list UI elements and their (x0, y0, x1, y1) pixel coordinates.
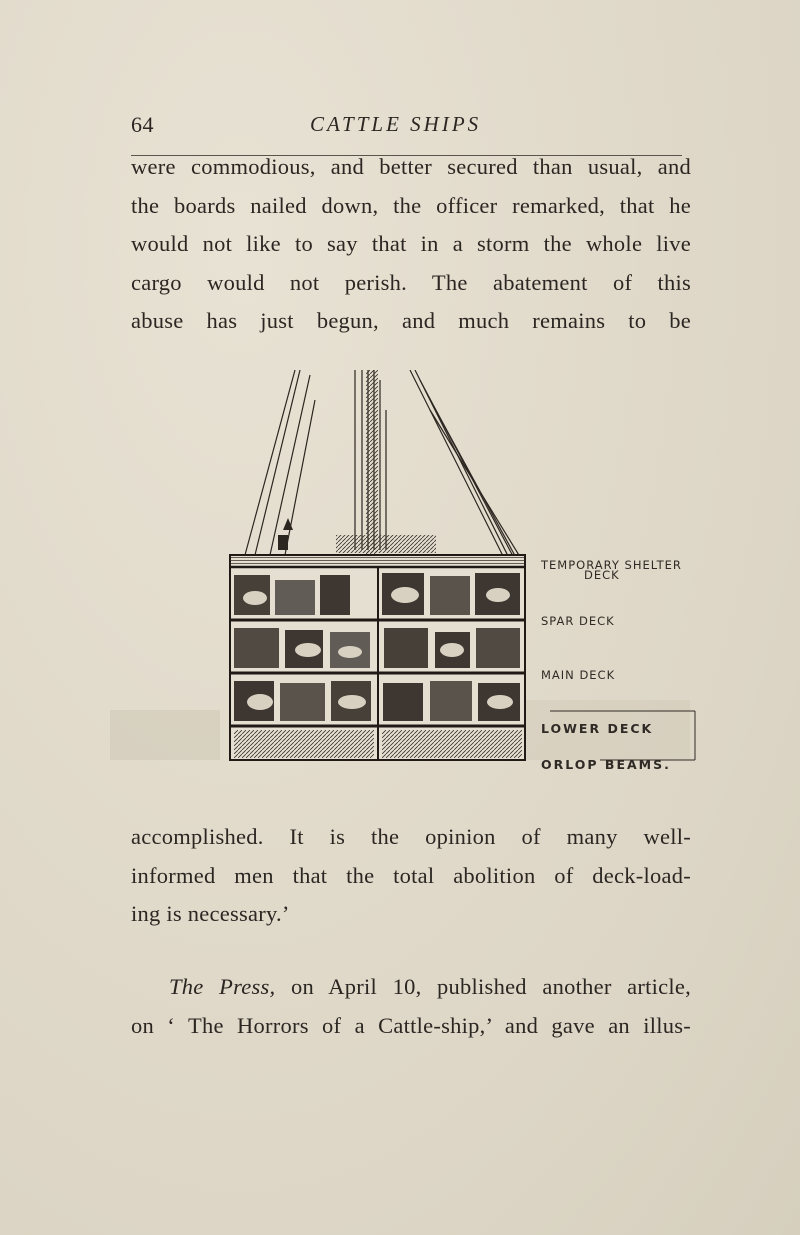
text-line: accomplished. It is the opinion of many well- (131, 824, 691, 849)
paragraph-top (131, 148, 691, 341)
text-line: cargo would not perish. The abatement of this (131, 269, 691, 295)
text-line: the boards nailed down, the officer remarked, that he (131, 192, 691, 218)
label-spar-deck: SPAR DECK (541, 614, 615, 628)
running-head: CATTLE SHIPS (310, 112, 482, 136)
label-main-deck: MAIN DECK (541, 668, 616, 682)
text-line (131, 968, 691, 1007)
label-lower-deck: LOWER DECK (541, 721, 654, 736)
paragraph-middle (131, 818, 691, 934)
text-line: ing is necessary.’ (131, 901, 290, 926)
paragraph-bottom (131, 968, 691, 1045)
label-orlop-beams: ORLOP BEAMS. (541, 757, 671, 770)
text-line: informed men that the total abolition of deck-load- (131, 862, 691, 888)
text-line: on ‘ The Horrors of a Cattle-ship,’ and gave an illus- (131, 1012, 691, 1038)
page-number: 64 (131, 112, 154, 137)
label-temporary-shelter-deck-2: DECK (584, 568, 620, 582)
publication-title: The Press, (169, 974, 276, 999)
mast (366, 370, 378, 560)
text-fragment: on April 10, published another article, (275, 974, 692, 999)
cattle-ship-cross-section-illustration (110, 370, 700, 770)
text-line: abuse has just begun, and much remains to be (131, 308, 691, 333)
label-temporary-shelter-deck: TEMPORARY SHELTER (541, 558, 682, 572)
text-line: would not like to say that in a storm the whole live (131, 231, 691, 256)
text-line: were commodious, and better secured than usual, and (131, 154, 691, 179)
